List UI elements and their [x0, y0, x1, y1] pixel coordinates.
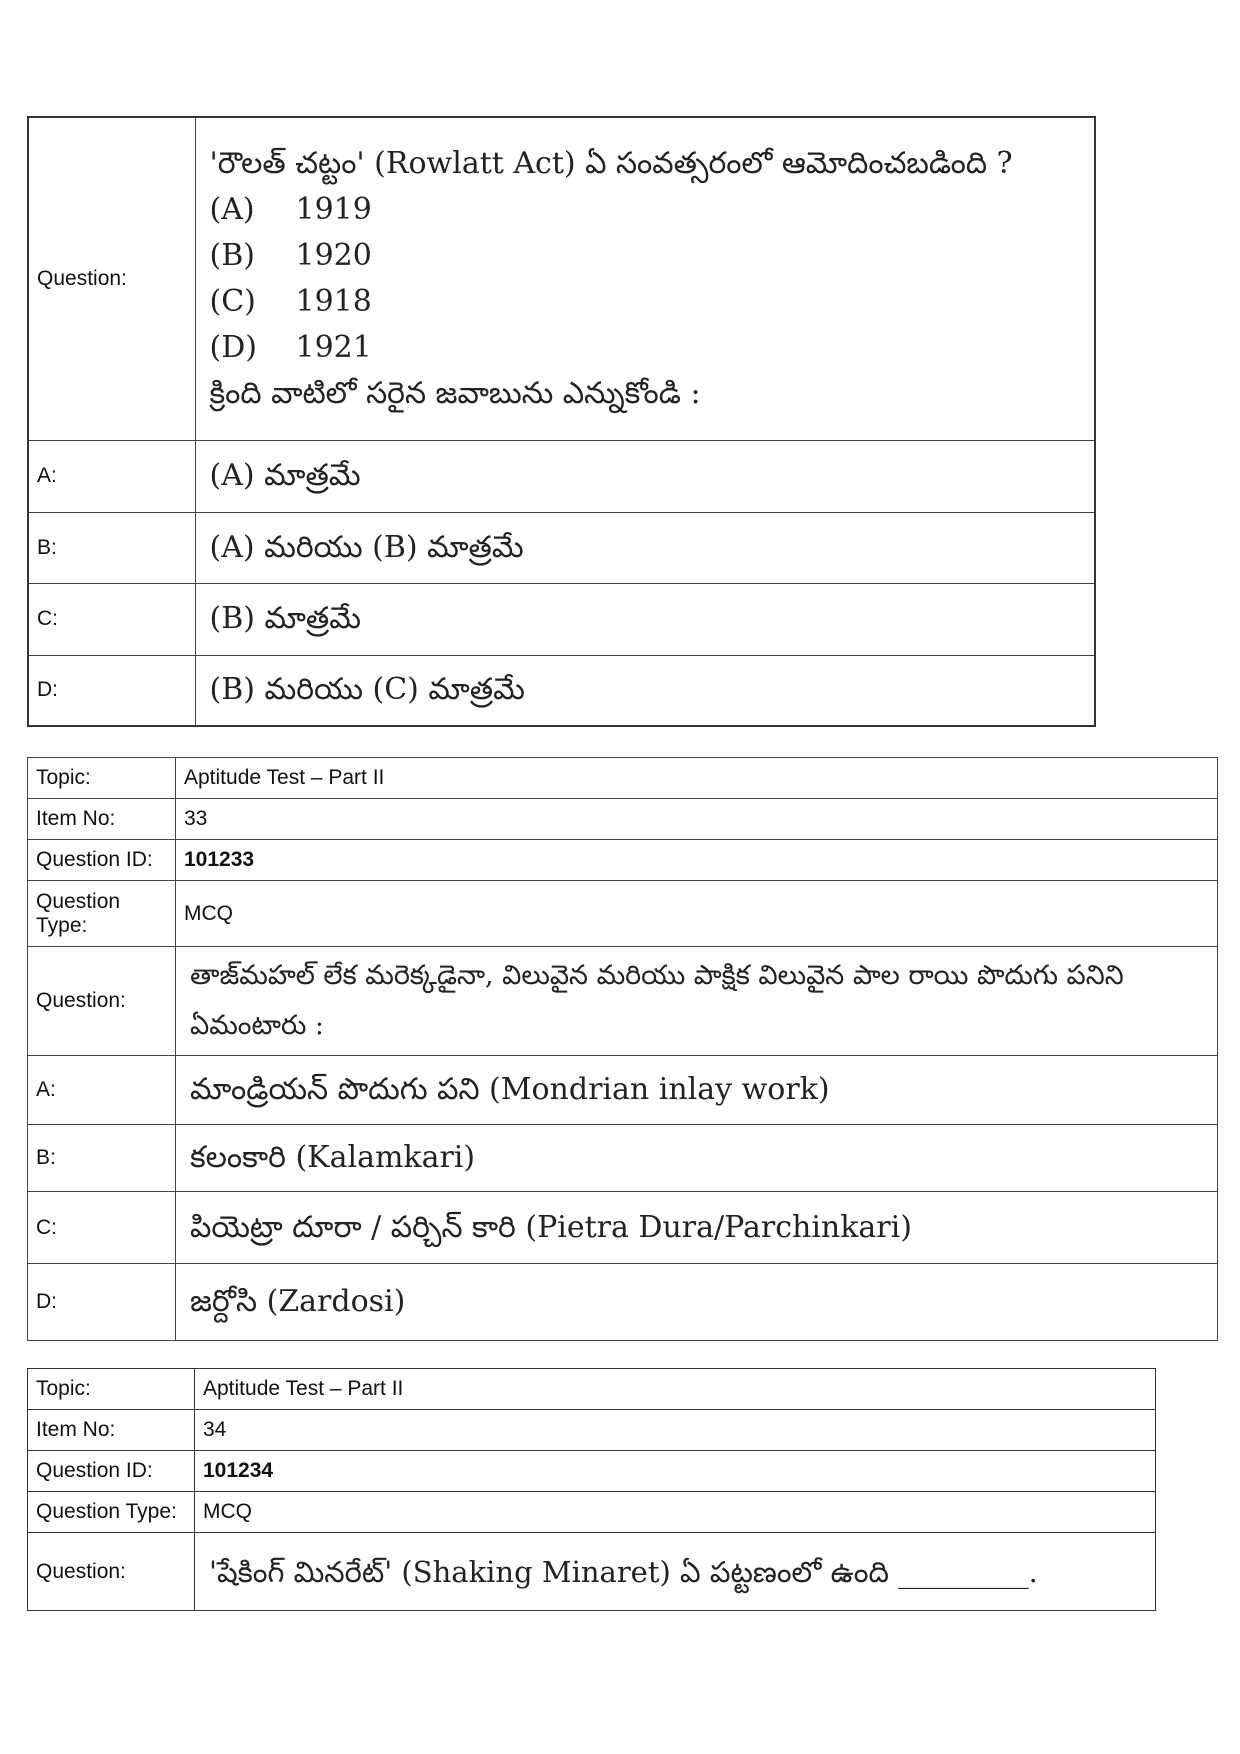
question-content	[176, 947, 1218, 1056]
option-b: (B) 1920	[209, 237, 372, 273]
answer-c-label: C:	[28, 583, 195, 655]
question-block-1	[27, 116, 1096, 727]
question-content	[195, 117, 1095, 440]
option-c: (C) 1918	[209, 283, 372, 319]
answer-a-text: (A) మాత్రమే	[195, 440, 1095, 512]
topic-value: Aptitude Test – Part II	[195, 1369, 1156, 1410]
item-no-label: Item No:	[28, 799, 176, 840]
answer-a-label: A:	[28, 440, 195, 512]
answer-a-label: A:	[28, 1056, 176, 1125]
question-label: Question:	[28, 947, 176, 1056]
option-a: (A) 1919	[209, 191, 372, 227]
answer-c-text: (B) మాత్రమే	[195, 583, 1095, 655]
question-id-label: Question ID:	[28, 840, 176, 881]
answer-c-text: పియెట్రా దూరా / పర్చిన్ కారి (Pietra Dura/Parchinkari)	[176, 1192, 1218, 1264]
answer-b-text: కలంకారి (Kalamkari)	[176, 1125, 1218, 1192]
question-label: Question:	[28, 117, 195, 440]
question-id-label: Question ID:	[28, 1451, 195, 1492]
topic-value: Aptitude Test – Part II	[176, 758, 1218, 799]
answer-c-label: C:	[28, 1192, 176, 1264]
question-type-value: MCQ	[176, 881, 1218, 947]
question-block-3	[27, 1368, 1156, 1611]
answer-d-label: D:	[28, 655, 195, 726]
answer-a-text: మాండ్రియన్ పొదుగు పని (Mondrian inlay work)	[176, 1056, 1218, 1125]
answer-d-text: జర్దోసి (Zardosi)	[176, 1264, 1218, 1341]
item-no-label: Item No:	[28, 1410, 195, 1451]
question-type-label: Question Type:	[28, 881, 176, 947]
question-type-label: Question Type:	[28, 1492, 195, 1533]
answer-b-text: (A) మరియు (B) మాత్రమే	[195, 512, 1095, 583]
answer-d-text: (B) మరియు (C) మాత్రమే	[195, 655, 1095, 726]
question-label: Question:	[28, 1533, 195, 1611]
question-content: 'షేకింగ్ మినరేట్' (Shaking Minaret) ఏ పట్టణంలో ఉంది _________.	[195, 1533, 1156, 1611]
question-id-value: 101234	[195, 1451, 1156, 1492]
question-block-2	[27, 757, 1218, 1341]
topic-label: Topic:	[28, 1369, 195, 1410]
question-line-2: ఏమంటారు :	[190, 1010, 324, 1041]
answer-b-label: B:	[28, 1125, 176, 1192]
question-type-value: MCQ	[195, 1492, 1156, 1533]
topic-label: Topic:	[28, 758, 176, 799]
option-d: (D) 1921	[209, 329, 372, 365]
answer-b-label: B:	[28, 512, 195, 583]
question-instruction: క్రింది వాటిలో సరైన జవాబును ఎన్నుకోండి :	[209, 375, 701, 411]
question-line-1: తాజ్‌మహల్ లేక మరెక్కడైనా, విలువైన మరియు పాక్షిక విలువైన పాల రాయి పొదుగు పనిని	[190, 960, 1124, 991]
question-stem: 'రౌలత్ చట్టం' (Rowlatt Act) ఏ సంవత్సరంలో ఆమోదించబడింది ?	[209, 145, 1013, 181]
item-no-value: 33	[176, 799, 1218, 840]
question-id-value: 101233	[176, 840, 1218, 881]
answer-d-label: D:	[28, 1264, 176, 1341]
item-no-value: 34	[195, 1410, 1156, 1451]
